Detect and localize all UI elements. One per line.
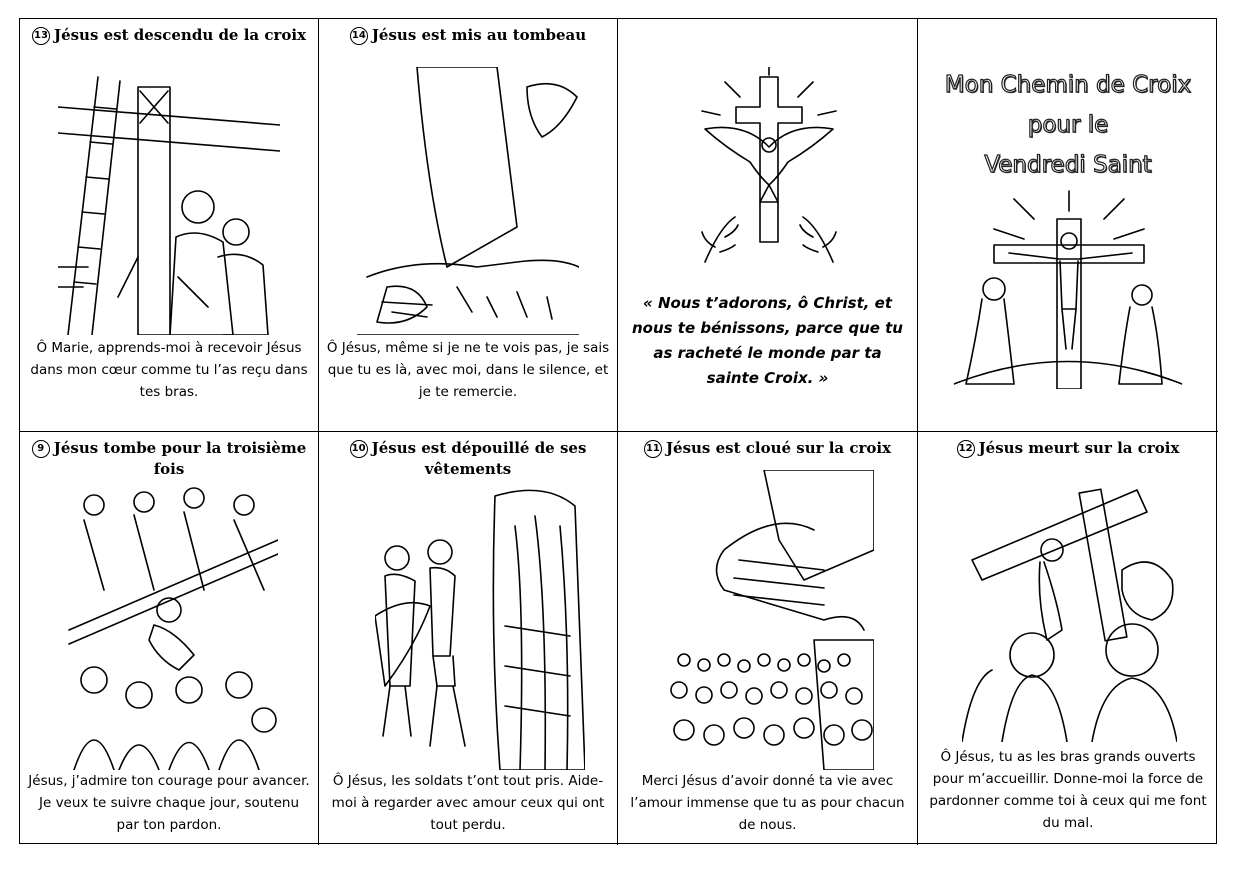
card-station-9 (20, 432, 319, 845)
station-title: Jésus tombe pour la troisième fois (53, 439, 307, 478)
station-title: Jésus meurt sur la croix (978, 439, 1180, 457)
card-title (618, 438, 917, 459)
station-title: Jésus est mis au tombeau (371, 26, 587, 44)
station-number: 11 (644, 440, 662, 458)
descent-from-cross-illustration (58, 67, 280, 335)
crucifixion-scene-illustration (954, 189, 1182, 389)
station-number: 13 (32, 27, 50, 45)
cross-dove-icon (690, 67, 848, 267)
card-station-13 (20, 19, 319, 432)
card-title (20, 25, 318, 46)
cover-title (918, 65, 1218, 185)
card-title (20, 438, 318, 480)
station-caption: Ô Jésus, tu as les bras grands ouverts pour m’accueillir. Donne-moi la force de pardonner comme toi à ceux qui me font du mal. (929, 749, 1207, 831)
card-prayer (618, 19, 918, 432)
station-number: 9 (32, 440, 50, 458)
card-station-10 (319, 432, 618, 845)
station-caption: Jésus, j’admire ton courage pour avancer. Je veux te suivre chaque jour, soutenu par ton pardon. (28, 773, 310, 833)
third-fall-illustration (64, 480, 278, 770)
card-cover (918, 19, 1218, 432)
death-on-cross-illustration (962, 480, 1177, 742)
stations-sheet (19, 18, 1217, 844)
card-station-14 (319, 19, 618, 432)
stripped-of-garments-illustration (375, 486, 585, 770)
station-number: 10 (350, 440, 368, 458)
nailed-to-cross-illustration (664, 470, 874, 770)
station-caption: Ô Jésus, même si je ne te vois pas, je sais que tu es là, avec moi, dans le silence, et je te remercie. (326, 340, 610, 400)
station-title: Jésus est dépouillé de ses vêtements (371, 439, 587, 478)
station-caption: Merci Jésus d’avoir donné ta vie avec l’amour immense que tu as pour chacun de nous. (630, 773, 905, 833)
station-caption: Ô Jésus, les soldats t’ont tout pris. Aide-moi à regarder avec amour ceux qui ont tout perdu. (331, 773, 605, 833)
station-title: Jésus est cloué sur la croix (665, 439, 892, 457)
station-number: 14 (350, 27, 368, 45)
station-title: Jésus est descendu de la croix (53, 26, 307, 44)
card-title (319, 25, 617, 46)
cover-title-line-2: pour le (1027, 112, 1109, 138)
station-caption: Ô Marie, apprends-moi à recevoir Jésus dans mon cœur comme tu l’as reçu dans tes bras. (30, 340, 308, 400)
prayer-quote: « Nous t’adorons, ô Christ, et nous te bénissons, parce que tu as racheté le monde par ta sainte Croix. » (631, 294, 903, 387)
card-title (319, 438, 617, 480)
card-title (918, 438, 1218, 459)
entombment-illustration (357, 67, 579, 335)
cover-title-line-3: Vendredi Saint (984, 152, 1152, 178)
station-number: 12 (957, 440, 975, 458)
card-station-12 (918, 432, 1218, 845)
cover-title-line-1: Mon Chemin de Croix (944, 72, 1192, 98)
card-station-11 (618, 432, 918, 845)
